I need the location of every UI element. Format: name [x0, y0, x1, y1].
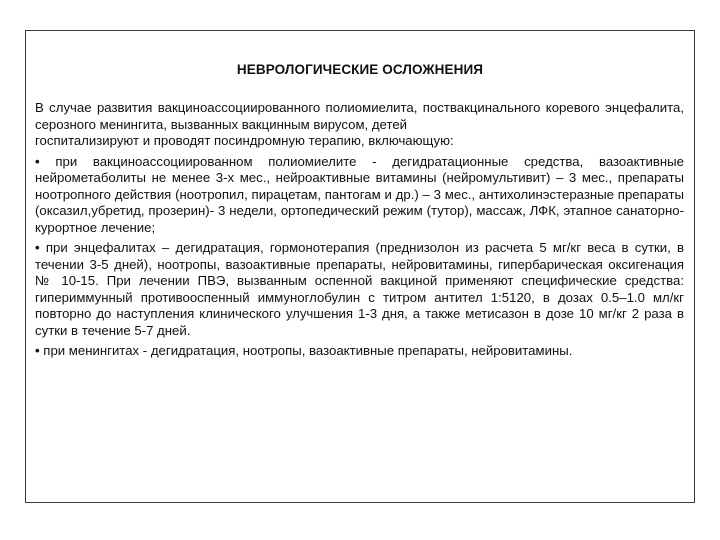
bullet-item-meningitis — [35, 343, 684, 360]
bullet-icon: • — [35, 240, 40, 255]
bullet-item-polio — [35, 154, 684, 237]
bullet-icon: • — [35, 153, 40, 169]
bullet-text-polio: при вакциноассоциированном полиомиелите - дегидратационные средства, вазоактивные нейрометаболиты не менее 3-х мес., нейроактивные витамины (нейромультивит) – 3 мес., препараты ноотропного действия (ноотропил, пирацетам, пантогам и др.) – 3 мес., антихолинэстеразные препараты (оксазил,убретид, прозерин)- 3 недели, ортопедический режим (тутор), массаж, ЛФК, этапное санаторно-курортное лечение; — [35, 153, 684, 235]
intro-paragraph: В случае развития вакциноассоциированного полиомиелита, поствакцинального коревого энцефалита, серозного менингита, вызванных вакцинным вирусом, детей — [35, 100, 684, 132]
hospital-paragraph: госпитализируют и проводят посиндромную терапию, включающую: — [35, 133, 454, 148]
slide-body — [35, 100, 684, 360]
slide-frame — [25, 30, 695, 503]
bullet-item-encephalitis — [35, 240, 684, 339]
bullet-text-encephalitis: при энцефалитах – дегидратация, гормонотерапия (преднизолон из расчета 5 мг/кг веса в сутки, в течении 3-5 дней), ноотропы, вазоактивные препараты, нейровитамины, гипербарическая оксигенация № 10-15. При лечении ПВЭ, вызванным оспенной вакциной применяют специфические средства: гипериммунный противооспенный иммуноглобулин с титром антител 1:5120, в дозах 0.5–1.0 мл/кг повторно до наступления клинического улучшения 1-3 дня, а также метисазон в дозе 10 мг/кг 2 раза в сутки в течение 5-7 дней. — [35, 240, 684, 338]
slide-title: НЕВРОЛОГИЧЕСКИЕ ОСЛОЖНЕНИЯ — [236, 62, 484, 77]
bullet-text-meningitis: при менингитах - дегидратация, ноотропы, вазоактивные препараты, нейровитамины. — [43, 343, 573, 358]
bullet-icon: • — [35, 343, 40, 358]
